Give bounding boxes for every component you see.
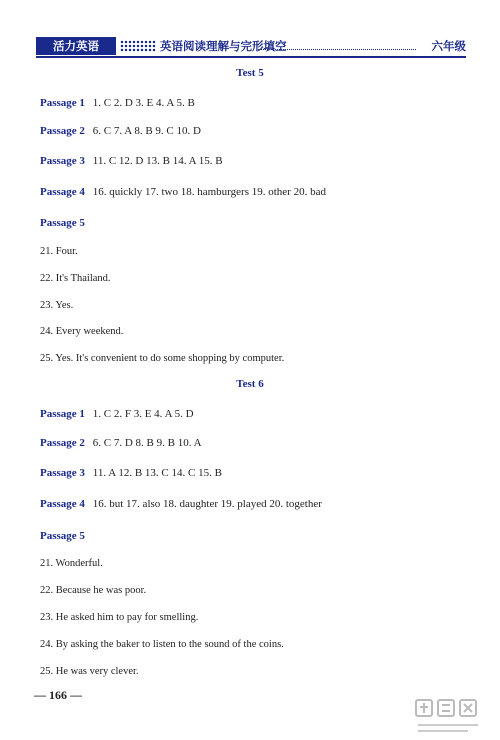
passage-answers: 6. C 7. D 8. B 9. B 10. A [92,437,202,449]
header-dotted-line [258,49,416,50]
answer-line: 25. He was very clever. [40,666,139,677]
answer-line: 23. Yes. [40,300,74,311]
passage-label: Passage 4 [40,498,85,510]
answer-line: 25. Yes. It's convenient to do some shopping by computer. [40,353,285,364]
answer-line: 21. Four. [40,246,78,257]
answer-line: 23. He asked him to pay for smelling. [40,612,199,623]
passage-answers: 16. but 17. also 18. daughter 19. played 20. together [92,498,322,510]
answer-line: 22. Because he was poor. [40,585,147,596]
header-rule [36,56,466,58]
test5-passage1 [40,96,195,110]
passage-answers: 11. A 12. B 13. C 14. C 15. B [92,467,222,479]
test6-title: Test 6 [236,378,264,390]
watermark-logo [412,697,492,737]
answer-line: 21. Wonderful. [40,558,103,569]
test6-passage4 [40,497,322,511]
passage-label: Passage 2 [40,437,85,449]
passage-answers: 1. C 2. D 3. E 4. A 5. B [92,97,195,109]
passage-label: Passage 4 [40,186,85,198]
brand-badge: 活力英语 [36,37,116,55]
passage-answers: 6. C 7. A 8. B 9. C 10. D [92,125,201,137]
answer-line: 24. Every weekend. [40,326,124,337]
passage-answers: 16. quickly 17. two 18. hamburgers 19. other 20. bad [92,186,326,198]
test5-passage3 [40,154,223,168]
answer-line: 24. By asking the baker to listen to the sound of the coins. [40,639,284,650]
test5-passage5-label [40,216,90,230]
test6-passage3 [40,466,222,480]
passage-label: Passage 1 [40,97,85,109]
page-header [36,37,466,55]
passage-label: Passage 3 [40,467,85,479]
passage-label: Passage 1 [40,408,85,420]
test6-passage5-label [40,529,90,543]
test5-passage4 [40,185,326,199]
passage-answers: 11. C 12. D 13. B 14. A 15. B [92,155,223,167]
passage-label: Passage 5 [40,530,85,542]
book-title: 英语阅读理解与完形填空 [160,39,287,53]
passage-label: Passage 2 [40,125,85,137]
test5-passage2 [40,124,201,138]
passage-answers: 1. C 2. F 3. E 4. A 5. D [92,408,194,420]
page-number: — 166 — [34,688,82,702]
passage-label: Passage 3 [40,155,85,167]
test6-passage1 [40,407,194,421]
passage-label: Passage 5 [40,217,85,229]
grade-label: 六年级 [431,39,466,53]
dot-pattern-decoration [120,40,156,52]
answer-line: 22. It's Thailand. [40,273,111,284]
test5-title: Test 5 [236,67,264,79]
test6-passage2 [40,436,202,450]
